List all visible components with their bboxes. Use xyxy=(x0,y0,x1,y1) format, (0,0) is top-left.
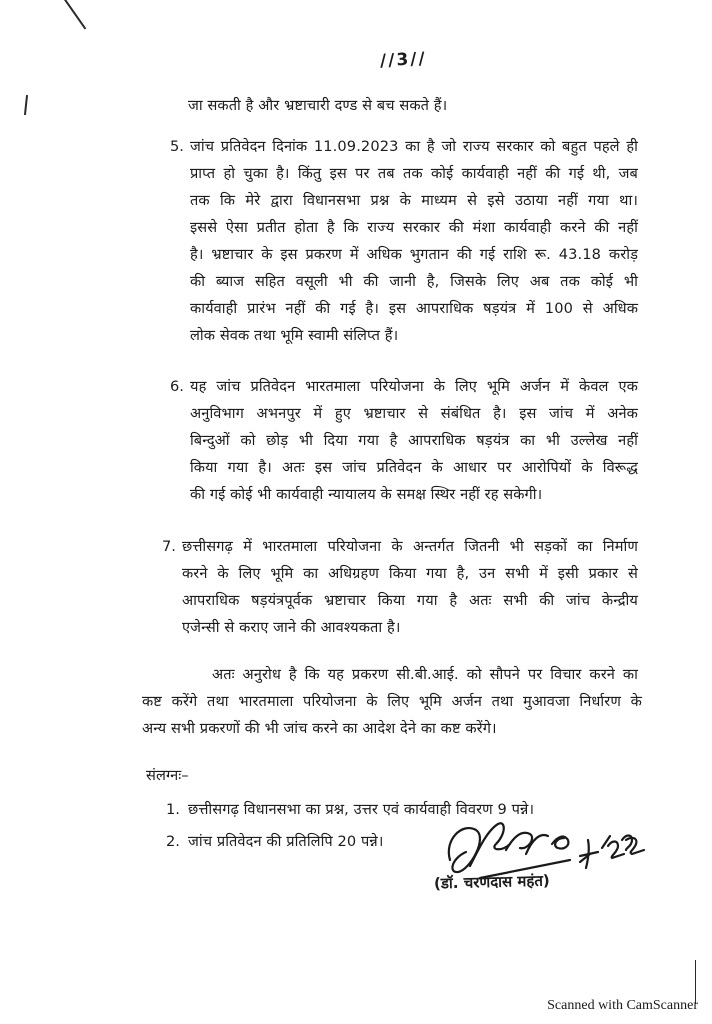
request-line: कष्ट करेंगे तथा भारतमाला परियोजना के लिए भूमि अर्जन तथा मुआवजा निर्धारण के xyxy=(142,693,642,710)
point-7-line: छत्तीसगढ़ में भारतमाला परियोजना के अन्तर्गत जितनी भी सड़कों का निर्माण xyxy=(182,538,638,555)
point-5-line: जांच प्रतिवेदन दिनांक 11.09.2023 का है जो राज्य सरकार को बहुत पहले ही xyxy=(190,138,638,155)
point-6-line: की गई कोई भी कार्यवाही न्यायालय के समक्ष स्थिर नहीं रह सकेगी। xyxy=(190,486,543,503)
attachment-number: 2. xyxy=(166,833,180,850)
attachment-item: छत्तीसगढ़ विधानसभा का प्रश्न, उत्तर एवं कार्यवाही विवरण 9 पन्ने। xyxy=(188,801,535,818)
attachment-number: 1. xyxy=(166,801,180,818)
point-7-number: 7. xyxy=(162,538,176,555)
page-number: //3// xyxy=(379,48,428,72)
point-5-number: 5. xyxy=(170,138,184,155)
point-5-line: तक कि मेरे द्वारा विधानसभा प्रश्न के माध्यम से इसे उठाया नहीं गया था। xyxy=(190,192,638,209)
scan-edge-mark xyxy=(24,95,28,115)
scan-edge-mark xyxy=(64,0,86,29)
point-7-line: करने के लिए भूमि का अधिग्रहण किया गया है, उन सभी में इसी प्रकार से xyxy=(182,565,638,582)
point-7-line: आपराधिक षड़यंत्रपूर्वक भ्रष्टाचार किया गया है अतः सभी की जांच केन्द्रीय xyxy=(182,592,638,609)
attachments-heading: संलग्नः– xyxy=(146,767,189,784)
scanner-watermark: Scanned with CamScanner xyxy=(547,998,698,1013)
continuation-line: जा सकती है और भ्रष्टाचारी दण्ड से बच सकते हैं। xyxy=(188,97,448,114)
request-line: अतः अनुरोध है कि यह प्रकरण सी.बी.आई. को सौपने पर विचार करने का xyxy=(212,666,638,683)
point-5-line: की ब्याज सहित वसूली भी की जानी है, जिसके लिए अब तक कोई भी xyxy=(190,273,638,290)
point-5-line: है। भ्रष्टाचार के इस प्रकरण में अधिक भुगतान की गई राशि रू. 43.18 करोड़ xyxy=(190,246,638,263)
point-5-line: कार्यवाही प्रारंभ नहीं की गई है। इस आपराधिक षड़यंत्र में 100 से अधिक xyxy=(190,300,638,317)
point-5-line: लोक सेवक तथा भूमि स्वामी संलिप्त हैं। xyxy=(190,327,399,344)
point-7-line: एजेन्सी से कराए जाने की आवश्यकता है। xyxy=(182,619,401,636)
handwritten-signature xyxy=(440,800,650,910)
point-6-line: बिन्दुओं को छोड़ भी दिया गया है आपराधिक षड़यंत्र का भी उल्लेख नहीं xyxy=(190,432,638,449)
attachment-item: जांच प्रतिवेदन की प्रतिलिपि 20 पन्ने। xyxy=(188,833,384,850)
signatory-name: (डॉ. चरणदास महंत) xyxy=(433,871,550,893)
point-6-line: यह जांच प्रतिवेदन भारतमाला परियोजना के लिए भूमि अर्जन में केवल एक xyxy=(190,378,638,395)
point-5-line: प्राप्त हो चुका है। किंतु इस पर तब तक कोई कार्यवाही नहीं की गई थी, जब xyxy=(190,165,638,182)
point-6-line: किया गया है। अतः इस जांच प्रतिवेदन के आधार पर आरोपियों के विरूद्ध xyxy=(190,459,638,476)
point-6-number: 6. xyxy=(170,378,184,395)
point-5-line: इससे ऐसा प्रतीत होता है कि राज्य सरकार की मंशा कार्यवाही करने की नहीं xyxy=(190,219,638,236)
point-6-line: अनुविभाग अभनपुर में हुए भ्रष्टाचार से संबंधित है। इस जांच में अनेक xyxy=(190,405,638,422)
request-line: अन्य सभी प्रकरणों की भी जांच करने का आदेश देने का कष्ट करेंगे। xyxy=(142,720,497,737)
